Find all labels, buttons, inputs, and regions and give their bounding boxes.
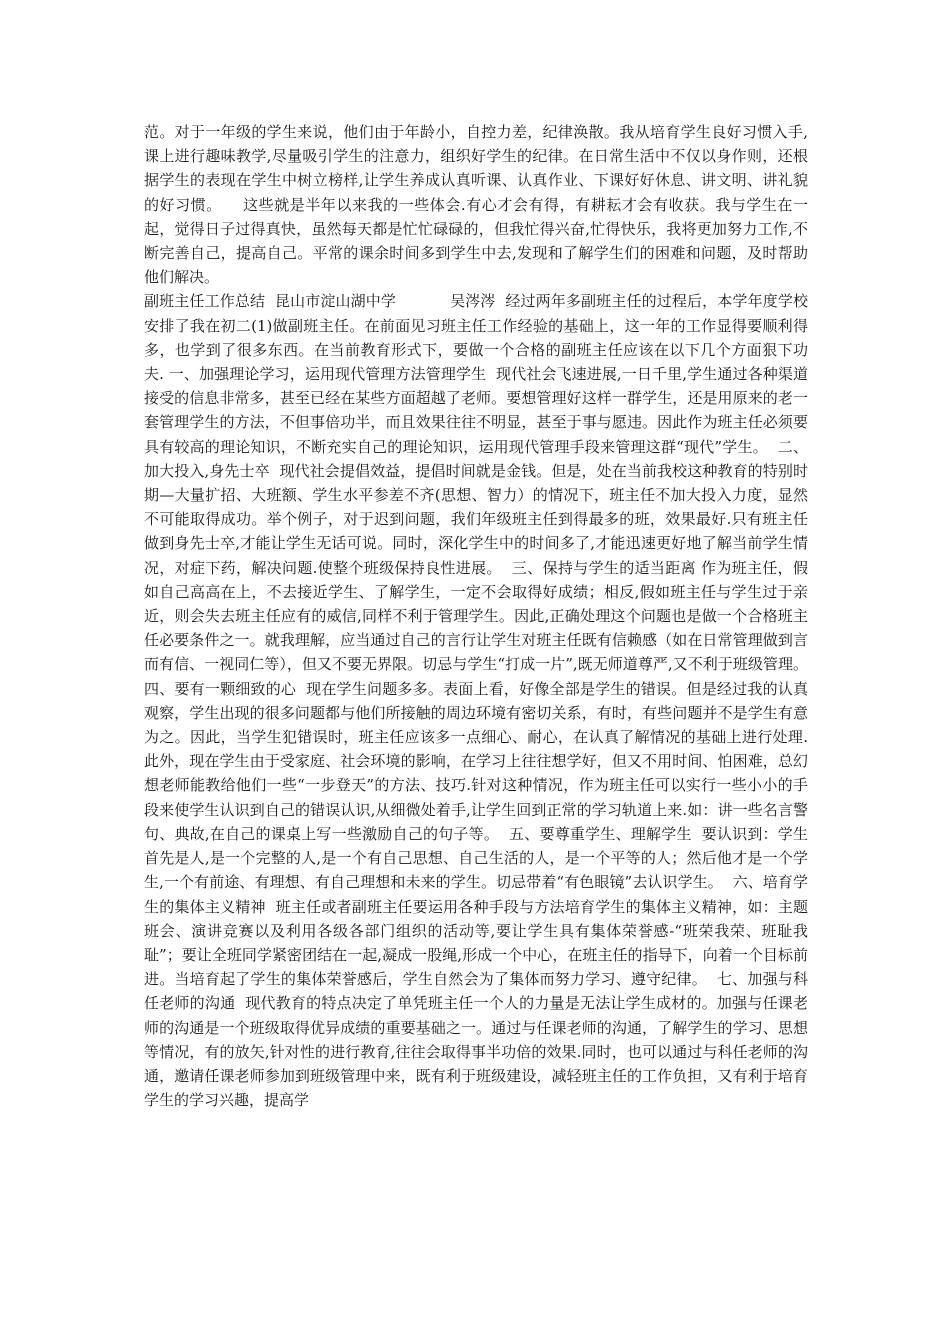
document-page bbox=[144, 120, 818, 1112]
paragraph-1: 范。对于一年级的学生来说，他们由于年龄小，自控力差，纪律涣散。我从培育学生良好习惯入手,课上进行趣味教学,尽量吸引学生的注意力，组织好学生的纪律。在日常生活中不仅以身作则，还根据学生的表现在学生中树立榜样,让学生养成认真听课、认真作业、下课好好休息、讲文明、讲礼貌的好习惯。 这些就是半年以来我的一些体会.有心才会有得，有耕耘才会有收获。我与学生在一起，觉得日子过得真快，虽然每天都是忙忙碌碌的，但我忙得兴奋,忙得快乐，我将更加努力工作,不断完善自己，提高自己。平常的课余时间多到学生中去,发现和了解学生们的困难和问题，及时帮助他们解决。 bbox=[144, 123, 808, 287]
paragraph-2: 副班主任工作总结 昆山市淀山湖中学 吴涔涔 经过两年多副班主任的过程后，本学年度学校安排了我在初二(1)做副班主任。在前面见习班主任工作经验的基础上，这一年的工作显得要顺利得多，也学到了很多东西。在当前教育形式下，要做一个合格的副班主任应该在以下几个方面狠下功夫. 一、加强理论学习，运用现代管理方法管理学生 现代社会飞速进展,一日千里,学生通过各种渠道接受的信息非常多，甚至已经在某些方面超越了老师。要想管理好这样一群学生，还是用原来的老一套管理学生的方法，不但事倍功半，而且效果往往不明显，甚至于事与愿违。因此作为班主任必须要具有较高的理论知识，不断充实自己的理论知识，运用现代管理手段来管理这群“现代”学生。 二、加大投入,身先士卒 现代社会提倡效益，提倡时间就是金钱。但是，处在当前我校这种教育的特别时期—大量扩招、大班额、学生水平参差不齐(思想、智力）的情况下，班主任不加大投入力度，显然不可能取得成功。举个例子，对于迟到问题，我们年级班主任到得最多的班，效果最好.只有班主任做到身先士卒,才能让学生无话可说。同时，深化学生中的时间多了,才能迅速更好地了解当前学生情况，对症下药，解决问题.使整个班级保持良性进展。 三、保持与学生的适当距离 作为班主任，假如自己高高在上，不去接近学生、了解学生，一定不会取得好成绩；相反,假如班主任与学生过于亲近，则会失去班主任应有的威信,同样不利于管理学生。因此,正确处理这个问题也是做一个合格班主任必要条件之一。就我理解，应当通过自己的言行让学生对班主任既有信赖感（如在日常管理做到言而有信、一视同仁等），但又不要无界限。切忌与学生“打成一片”,既无师道尊严,又不利于班级管理。 四、要有一颗细致的心 现在学生问题多多。表面上看，好像全部是学生的错误。但是经过我的认真观察，学生出现的很多问题都与他们所接触的周边环境有密切关系，有时，有些问题并不是学生有意为之。因此，当学生犯错误时，班主任应该多一点细心、耐心，在认真了解情况的基础上进行处理. 此外，现在学生由于受家庭、社会环境的影响，在学习上往往想学好，但又不用时间、怕困难，总幻想老师能教给他们一些“一步登天”的方法、技巧.针对这种情况，作为班主任可以实行一些小小的手段来使学生认识到自己的错误认识,从细微处着手,让学生回到正常的学习轨道上来.如：讲一些名言警句、典故,在自己的课桌上写一些激励自己的句子等。 五、要尊重学生、理解学生 要认识到：学生首先是人,是一个完整的人,是一个有自己思想、自己生活的人，是一个平等的人；然后他才是一个学生,一个有前途、有理想、有自己理想和未来的学生。切忌带着“有色眼镜”去认识学生。 六、培育学生的集体主义精神 班主任或者副班主任要运用各种手段与方法培育学生的集体主义精神，如：主题班会、演讲竞赛以及利用各级各部门组织的活动等,要让学生具有集体荣誉感-“班荣我荣、班耻我耻”；要让全班同学紧密团结在一起,凝成一股绳,形成一个中心，在班主任的指导下，向着一个目标前进。当培育起了学生的集体荣誉感后，学生自然会为了集体而努力学习、遵守纪律。 七、加强与科任老师的沟通 现代教育的特点决定了单凭班主任一个人的力量是无法让学生成材的。加强与任课老师的沟通是一个班级取得优异成绩的重要基础之一。通过与任课老师的沟通，了解学生的学习、思想等情况，有的放矢,针对性的进行教育,往往会取得事半功倍的效果.同时，也可以通过与科任老师的沟通，邀请任课老师参加到班级管理中来，既有利于班级建设，减轻班主任的工作负担，又有利于培育学生的学习兴趣，提高学 bbox=[144, 292, 818, 1110]
